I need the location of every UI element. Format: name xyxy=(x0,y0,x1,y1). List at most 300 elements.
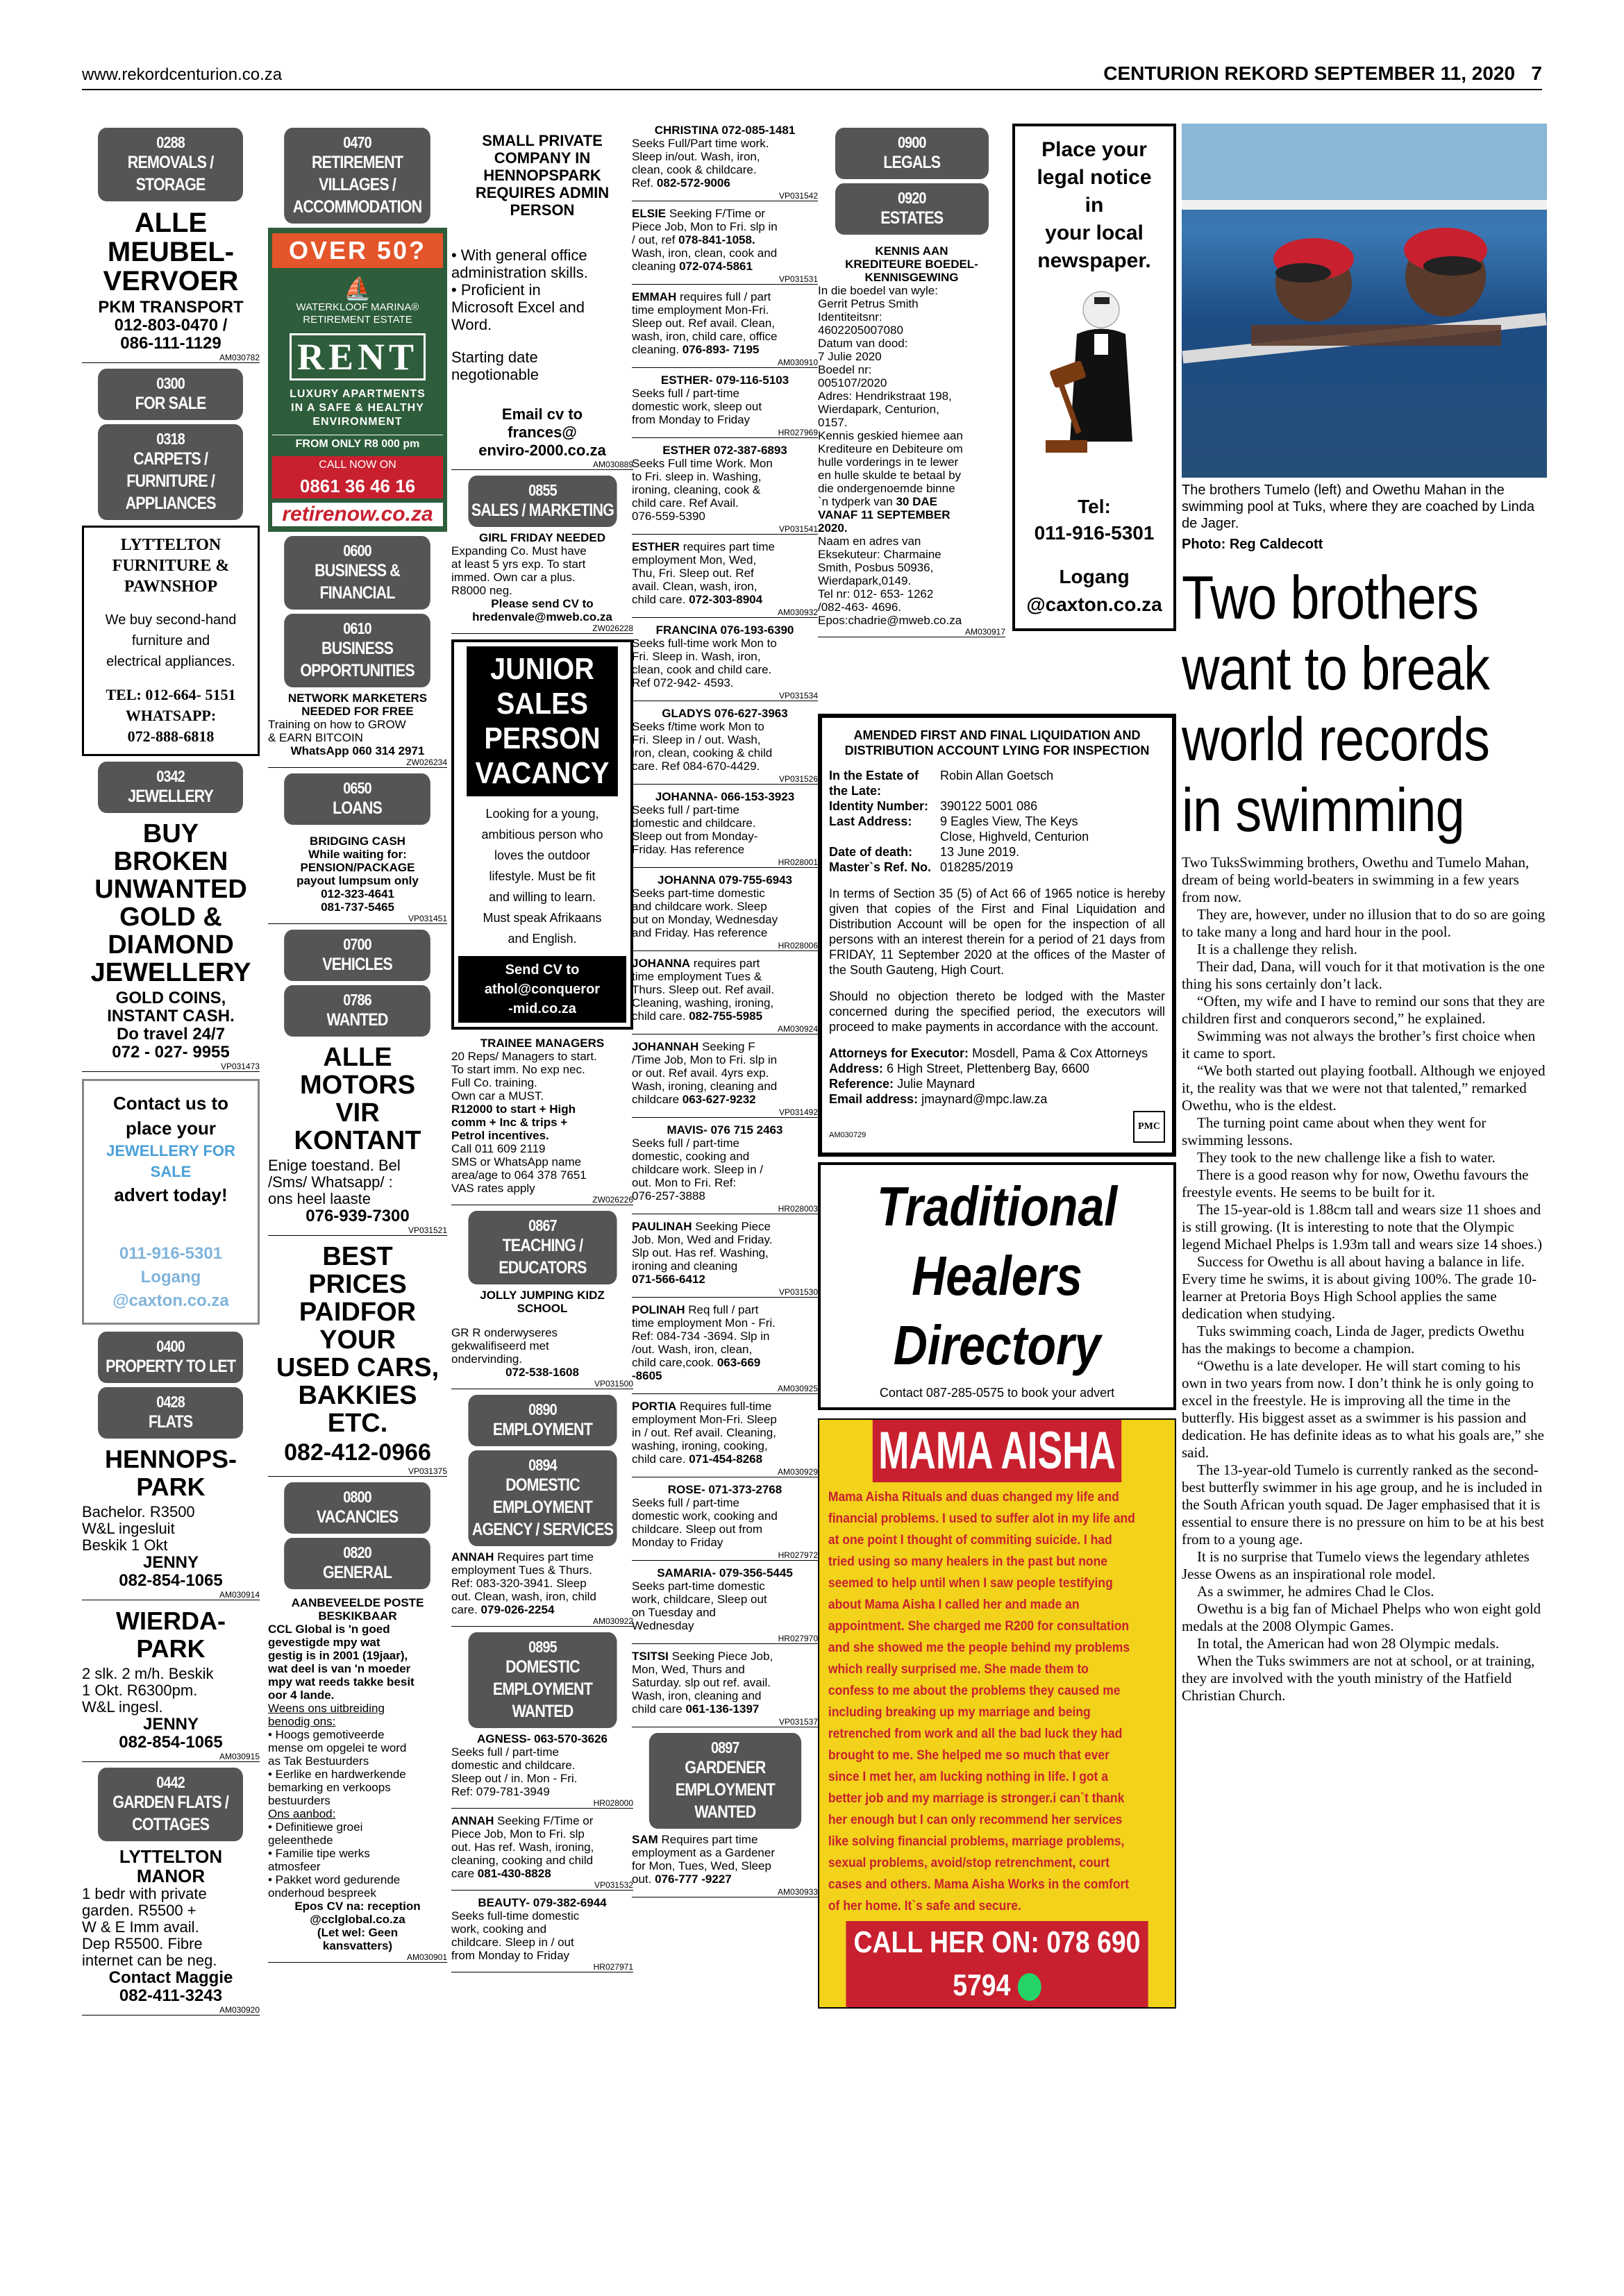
section-label: FINANCIAL xyxy=(319,583,396,603)
ccl-ons: Ons aanbod: xyxy=(268,1807,336,1820)
section-label: CARPETS / xyxy=(133,449,208,469)
ad-ref: AM030932 xyxy=(632,607,818,618)
section-number: 0700 xyxy=(343,935,372,953)
list-item xyxy=(632,1123,818,1203)
section-tab-0318 xyxy=(98,424,243,520)
advertiser-name: JOHANNAH xyxy=(632,1040,699,1053)
section-number: 0650 xyxy=(343,779,372,797)
row-value: 390122 5001 086 xyxy=(940,799,1038,813)
trainee-heading: TRAINEE MANAGERS xyxy=(480,1037,605,1050)
article-paragraph: Success for Owethu is all about having a balance in life. Every time he swims, it is about giving 100%. The grade 10-learner at Pretoria Boys High School applies the same dedication when studying. xyxy=(1182,1253,1537,1322)
ad-phone: 071-566-6412 xyxy=(632,1273,705,1286)
ad-phone: 082-755-5985 xyxy=(689,1009,763,1023)
classifieds-column-5 xyxy=(818,124,1005,643)
ad-ref: AM030782 xyxy=(82,353,260,363)
ad-phone: 063-627-9232 xyxy=(682,1093,756,1106)
mama-aisha-phone: CALL HER ON: 078 690 5794 xyxy=(853,1925,1141,2002)
junior-sales-send: Send CV to athol@conqueror -mid.co.za xyxy=(458,956,626,1023)
section-number: 0867 xyxy=(528,1216,557,1234)
advertiser-name: ESTHER 072-387-6893 xyxy=(662,444,787,457)
legal-notice-contact[interactable]: Logang @caxton.co.za xyxy=(1026,566,1162,615)
section-tab-0342 xyxy=(98,762,243,813)
ad-ref: AM030910 xyxy=(632,358,818,368)
pawnshop-tel: TEL: 012-664- 5151 WHATSAPP: 072-888-6818 xyxy=(106,686,236,745)
table-row xyxy=(829,844,1165,860)
address-value: 6 High Street, Plettenberg Bay, 6600 xyxy=(887,1062,1089,1075)
annah-2-name: ANNAH xyxy=(451,1814,494,1827)
row-value: 13 June 2019. xyxy=(940,845,1020,859)
email-value: jmaynard@mpc.law.za xyxy=(921,1092,1048,1106)
advertiser-name: POLINAH xyxy=(632,1303,685,1316)
section-label: JEWELLERY xyxy=(128,787,214,806)
ad-ref: VP031451 xyxy=(268,914,447,924)
place-advert-end: advert today! xyxy=(114,1184,228,1205)
article-paragraph: They took to the new challenge like a fish to water. xyxy=(1197,1149,1496,1166)
lyttelton-pawnshop-ad xyxy=(82,526,260,756)
section-label: TEACHING / xyxy=(502,1236,583,1255)
advertiser-name: GLADYS 076-627-3963 xyxy=(662,707,788,720)
ad-text: Seeks Full time Work. Mon to Fri. sleep in. Washing, ironing, cleaning, cook & child care. Ref Avail. 076-559-5390 xyxy=(632,457,773,523)
pmc-logo: PMC xyxy=(1133,1111,1165,1143)
ad-text: Seeks full / part-time domestic work, cooking and childcare. Sleep out from Monday to Friday xyxy=(632,1496,778,1549)
bullet-item: • Hoogs gemotiveerde mense om opgelei te word as Tak Bestuurders xyxy=(268,1728,407,1768)
girl-friday-body: Expanding Co. Must have at least 5 yrs exp. To start immed. Own car a plus. R8000 neg. xyxy=(451,544,587,597)
network-whatsapp: WhatsApp 060 314 2971 xyxy=(290,744,425,757)
place-advert-title: Contact us to place your xyxy=(112,1093,229,1139)
annah-2-ad xyxy=(451,1814,633,1880)
section-label: EMPLOYMENT xyxy=(492,1498,592,1517)
wierdapark-contact: JENNY 082-854-1065 xyxy=(119,1715,223,1752)
photo-caption: The brothers Tumelo (left) and Owethu Mahan in the swimming pool at Tuks, where they are coached by Linda de Jager. xyxy=(1182,483,1535,531)
bullet-item: • Definitiewe groei geleenthede xyxy=(268,1820,363,1847)
section-label: RETIREMENT xyxy=(312,153,403,172)
advertiser-name: TSITSI xyxy=(632,1650,669,1663)
list-item xyxy=(632,707,818,773)
jolly-phone: 072-538-1608 xyxy=(505,1366,579,1379)
ad-ref: AM030889 xyxy=(451,460,633,470)
advertiser-name: FRANCINA 076-193-6390 xyxy=(655,623,794,637)
advertiser-name: JOHANNA- 066-153-3923 xyxy=(655,790,795,803)
ad-ref: HR028001 xyxy=(632,857,818,868)
legal-notice-tel[interactable]: Tel: 011-916-5301 xyxy=(1034,496,1155,544)
article-paragraph: There is a good reason why for now, Owethu favours the freestyle events. He seems to be built for it. xyxy=(1182,1166,1529,1200)
section-tab-0867 xyxy=(468,1211,617,1284)
call-now-label: CALL NOW ON xyxy=(272,456,443,474)
list-item xyxy=(632,540,818,606)
swimming-brothers-photo xyxy=(1182,124,1547,478)
small-private-email: Email cv to frances@ enviro-2000.co.za xyxy=(478,405,606,459)
legal-wide-block xyxy=(818,708,1176,2009)
site-url[interactable]: www.rekordcenturion.co.za xyxy=(82,65,283,84)
network-heading: NETWORK MARKETERS NEEDED FOR FREE xyxy=(287,692,428,718)
article-paragraph: In total, the American had won 28 Olympic medals. xyxy=(1197,1635,1500,1652)
attorneys-key: Attorneys for Executor: xyxy=(829,1046,969,1060)
ad-ref: AM030920 xyxy=(82,2005,260,2016)
ad-phone: 061-136-1397 xyxy=(685,1702,760,1716)
junior-sales-body: Looking for a young, ambitious person who loves the outdoor lifestyle. Must be fit and willing to learn. Must speak Afrikaans and English. xyxy=(481,807,603,946)
advertiser-name: SAMARIA- 079-356-5445 xyxy=(657,1566,793,1579)
buy-gold-heading: BUY BROKEN UNWANTED GOLD & DIAMOND JEWELLERY xyxy=(90,819,251,987)
list-item xyxy=(632,623,818,689)
ad-phone: 076-777 -9227 xyxy=(655,1872,732,1886)
article-paragraph: “We both started out playing football. Although we enjoyed it, the reality was that we were not that talented,” remarked Owethu, who is the eldest. xyxy=(1182,1062,1546,1114)
ad-ref: AM030914 xyxy=(82,1590,260,1600)
section-tab-0650 xyxy=(285,773,431,825)
ad-text: requires full / part time employment Mon-Fri. Sleep out. Ref avail. Clean, wash, iron, child care, office cleaning. xyxy=(632,290,778,356)
article-paragraph: “Owethu is a late developer. He will start coming to his own in two years from now. I don’t think he is only going to excel in the freestyle. He is improving all the time in the butterfly. His biggest asset as a swimmer is his passion and dedication. He has definite ideas as to what his goals are,” she said. xyxy=(1182,1357,1544,1461)
section-label: EDUCATORS xyxy=(498,1258,587,1277)
article-paragraph: The 13-year-old Tumelo is currently ranked as the second-best butterfly swimmer in his age group, and he is included in the South African youth squad. De Jager emphasised that it is essential to ensure there is no pressure on him to be at his best from to a young age. xyxy=(1182,1461,1544,1548)
section-tab-0600 xyxy=(285,536,431,610)
amended-footer xyxy=(829,1111,1165,1143)
place-advert-category: JEWELLERY FOR SALE xyxy=(106,1142,235,1180)
junior-sales-title: JUNIOR SALES PERSON VACANCY xyxy=(467,646,618,796)
ad-ref: VP031541 xyxy=(632,524,818,535)
advertiser-name: PAULINAH xyxy=(632,1220,692,1233)
advertiser-name: CHRISTINA 072-085-1481 xyxy=(654,124,796,137)
wierdapark-heading: WIERDA- PARK xyxy=(116,1607,226,1663)
ad-ref: VP031531 xyxy=(632,274,818,285)
pkm-transport: PKM TRANSPORT xyxy=(98,298,244,317)
ad-ref: VP031500 xyxy=(451,1379,633,1389)
article-paragraph: Two TuksSwimming brothers, Owethu and Tumelo Mahan, dream of being world-beaters in swimming in a few years from now. xyxy=(1182,854,1530,905)
annah-2-body: Seeking F/Time or Piece Job, Mon to Fri. slp out. Has ref. Wash, ironing, cleaning, cooking and child care xyxy=(451,1814,594,1880)
ad-text: requires part time employment Tues & Thurs. Sleep out. Ref avail. Cleaning, washing, ironing, child care. xyxy=(632,957,775,1023)
traditional-healers-directory-ad xyxy=(818,1162,1176,1410)
classifieds-column-4 xyxy=(632,124,818,1903)
advertiser-name: EMMAH xyxy=(632,290,677,303)
ad-text: Requires full-time employment Mon-Fri. Sleep in / out. Ref avail. Cleaning, washing, ironing, cooking, child care. xyxy=(632,1400,777,1466)
table-row xyxy=(829,860,1165,875)
publication-name: CENTURION REKORD SEPTEMBER 11, 2020 xyxy=(1103,62,1516,84)
list-item xyxy=(632,1303,818,1382)
news-article-column xyxy=(1182,124,1547,1704)
ccl-weens: Weens ons uitbreiding benodig ons: xyxy=(268,1702,385,1728)
retirement-estate-ad xyxy=(268,228,447,532)
ad-ref: ZW026226 xyxy=(451,1195,633,1205)
mama-aisha-title: MAMA AISHA xyxy=(873,1420,1121,1482)
section-label: VACANCIES xyxy=(317,1507,399,1527)
article-paragraph: Tuks swimming coach, Linda de Jager, predicts Owethu has the makings to become a champion. xyxy=(1182,1323,1525,1357)
advertiser-name: ESTHER- 079-116-5103 xyxy=(660,374,789,387)
row-value: 9 Eagles View, The Keys Close, Highveld, Centurion xyxy=(940,814,1089,844)
section-label: APPLIANCES xyxy=(126,494,216,513)
mama-aisha-body: Mama Aisha Rituals and duas changed my life and financial problems. I used to suffer alot in my life and at one point I thought of commiting suicide. I had tried using so many healers in the past but none seemed to help until when I saw people testifying about Mama Aisha I called her and made an appointment. She charged me R200 for consultation and she showed me the people behind my problems which really surprised me. She made them to confess to me about the problems they caused me including breaking up my marriage and being retrenched from work and all the bad luck they had brought to me. She helped me so much that ever since I met her, am lucking nothing in life. I got a better job and my marriage is stronger.i can`t thank her enough but I can only recommend her services like solving financial problems, marriage problems, sexual problems, avoid/stop retrenchment, court cases and others. Mama Aisha Works in the comfort of her home. It`s safe and secure. xyxy=(828,1490,1135,1913)
reference-value: Julie Maynard xyxy=(897,1077,976,1091)
ad-text: Seeking F/Time or Piece Job, Mon to Fri. slp in / out, ref xyxy=(632,207,778,246)
ccl-bullets-2 xyxy=(268,1820,447,1900)
section-tab-0442 xyxy=(98,1768,243,1841)
list-item xyxy=(632,1566,818,1632)
ad-ref: VP031530 xyxy=(632,1287,818,1298)
ad-phone: 063-669 -8605 xyxy=(632,1356,761,1382)
section-label: STORAGE xyxy=(136,175,206,194)
over-50-banner: OVER 50? xyxy=(272,233,443,268)
publication-dateline xyxy=(1103,62,1542,85)
amended-address xyxy=(829,1061,1165,1076)
girl-friday-send: Please send CV to hredenvale@mweb.co.za xyxy=(472,597,612,623)
jolly-heading: JOLLY JUMPING KIDZ SCHOOL xyxy=(480,1289,605,1315)
article-body xyxy=(1182,854,1547,1704)
ccl-email: Epos CV na: reception @cclglobal.co.za (Let wel: Geen kansvatters) xyxy=(294,1900,421,1952)
page-number: 7 xyxy=(1531,62,1542,84)
annah-2-phone: 081-430-8828 xyxy=(477,1867,551,1880)
section-number: 0400 xyxy=(156,1337,185,1355)
section-tab-0300 xyxy=(98,369,243,420)
section-number: 0900 xyxy=(897,133,926,151)
section-tab-0700 xyxy=(285,930,431,981)
advertiser-name: ESTHER xyxy=(632,540,680,553)
article-paragraph: The 15-year-old is 1.88cm tall and wears size 11 shoes and is still growing. (It is interesting to note that the Olympic legend Michael Phelps is 1.93m tall and wears size 14 shoes.) xyxy=(1182,1201,1543,1252)
small-private-heading: SMALL PRIVATE COMPANY IN HENNOPSPARK REQUIRES ADMIN PERSON xyxy=(475,132,610,219)
section-label: DOMESTIC xyxy=(505,1475,580,1495)
rent-label: RENT xyxy=(290,333,426,380)
ad-ref: AM030933 xyxy=(632,1887,818,1897)
section-tab-0288 xyxy=(98,128,243,201)
row-key: In the Estate of the Late: xyxy=(829,769,919,798)
ad-text: Seeks part-time domestic and childcare work. Sleep out on Monday, Wednesday and Friday. Has reference xyxy=(632,887,778,939)
section-label: FURNITURE / xyxy=(126,471,215,491)
list-item xyxy=(632,1400,818,1466)
ccl-heading: AANBEVEELDE POSTE BESKIKBAAR xyxy=(291,1596,424,1623)
section-tab-0855 xyxy=(468,476,617,527)
attorneys-value: Mosdell, Pama & Cox Attorneys xyxy=(972,1046,1148,1060)
place-advert-contact[interactable]: 011-916-5301 Logang @caxton.co.za xyxy=(112,1244,229,1310)
ad-ref: HR027969 xyxy=(632,428,818,438)
ad-text: Requires part time employment as a Gardener for Mon, Tues, Wed, Sleep out. xyxy=(632,1833,775,1886)
section-label: VILLAGES / xyxy=(319,175,396,194)
ad-ref: AM030917 xyxy=(818,627,1005,637)
pawnshop-body: We buy second-hand furniture and electrical appliances. xyxy=(105,612,237,669)
section-number: 0442 xyxy=(156,1773,185,1791)
section-label: FLATS xyxy=(149,1412,193,1432)
legal-notice-title: Place your legal notice in your local newspaper. xyxy=(1037,138,1152,272)
section-label: ESTATES xyxy=(880,208,943,228)
section-label: REMOVALS / xyxy=(128,153,214,172)
list-item xyxy=(632,444,818,523)
section-number: 0470 xyxy=(343,133,372,151)
kennis-deadline: 30 DAE VANAF 11 SEPTEMBER 2020. xyxy=(818,495,951,535)
kennis-body xyxy=(818,284,1005,627)
section-label: EMPLOYMENT xyxy=(492,1420,592,1439)
section-tab-0800 xyxy=(285,1482,431,1534)
section-label: AGENCY / SERVICES xyxy=(471,1520,613,1539)
estate-name: WATERKLOOF MARINA® RETIREMENT ESTATE xyxy=(296,301,419,326)
section-number: 0610 xyxy=(343,619,372,637)
section-number: 0786 xyxy=(343,991,372,1009)
ad-text: requires part time employment Mon, Wed, Thu, Fri. Sleep out. Ref avail. Clean, wash, iron, child care. xyxy=(632,540,775,606)
lyttelton-manor-contact: Contact Maggie 082-411-3243 xyxy=(108,1968,233,2005)
list-item xyxy=(632,124,818,190)
price-from: FROM ONLY R8 000 pm xyxy=(272,435,443,451)
section-tab-0786 xyxy=(285,985,431,1037)
row-key: Identity Number: xyxy=(829,799,929,813)
bridging-cash-ad: BRIDGING CASH While waiting for: PENSION/PACKAGE payout lumpsum only 012-323-4641 081-737-5465 xyxy=(296,835,419,914)
ad-ref: HR028000 xyxy=(451,1798,633,1809)
section-label: BUSINESS xyxy=(321,639,394,658)
ad-phone: 072-303-8904 xyxy=(689,593,763,606)
page-header xyxy=(82,60,1542,87)
bullet-item: • Eerlike en hardwerkende bemarking en verkoops bestuurders xyxy=(268,1768,406,1807)
alle-meubel-heading: ALLE MEUBEL- VERVOER xyxy=(103,208,239,296)
best-prices-heading: BEST PRICES PAIDFOR YOUR USED CARS, BAKKIES ETC. xyxy=(276,1242,440,1438)
ad-phone: 078-841-1058. xyxy=(678,233,755,246)
article-paragraph: It is no surprise that Tumelo views the legendary athletes Jesse Owens as an inspirational role model. xyxy=(1182,1548,1530,1582)
section-label: FOR SALE xyxy=(135,394,206,413)
annah-1-phone: 079-026-2254 xyxy=(480,1603,555,1616)
article-paragraph: It is a challenge they relish. xyxy=(1197,941,1357,957)
ad-ref: VP031537 xyxy=(632,1717,818,1727)
header-rule xyxy=(82,89,1542,90)
article-paragraph: The turning point came about when they went for swimming lessons. xyxy=(1182,1114,1487,1148)
article-paragraph: They are, however, under no illusion that to do so are going to take many a long and hard hour in the pool. xyxy=(1182,906,1546,940)
section-label: GARDENER xyxy=(684,1758,766,1777)
classifieds-column-6 xyxy=(1012,124,1176,631)
section-tab-0895 xyxy=(468,1632,617,1728)
section-number: 0897 xyxy=(710,1738,739,1757)
pawnshop-title: LYTTELTON FURNITURE & PAWNSHOP xyxy=(112,536,230,596)
section-label: WANTED xyxy=(326,1010,388,1030)
kennis-text: In die boedel van wyle: Gerrit Petrus Smith Identiteitsnr: 4602205007080 Datum van dood: 7 Julie 2020 Boedel nr: 005107/2020 Adres: Hendrikstraat 198, Wierdapark, Centurion, 0157. Kennis geskied hiemee aan Krediteure en Debiteure om hulle vorderings in te lewer en hulle skulde te betaal by die ondergenoemde binne `n tydperk van xyxy=(818,284,963,508)
amended-email xyxy=(829,1091,1165,1107)
ccl-bullets-1 xyxy=(268,1728,447,1807)
amended-para-1: In terms of Section 35 (5) of Act 66 of 1965 notice is hereby given that copies of the First and Final Liquidation and Distribution Account will be open for the inspection of all persons with an interest therein for a period of 21 days from FRIDAY, 11 September 2020 at the offices of the Master of the South Gauteng, High Court. xyxy=(829,887,1165,977)
place-legal-notice-ad xyxy=(1012,124,1176,631)
amended-reference xyxy=(829,1076,1165,1091)
section-number: 0600 xyxy=(343,542,372,560)
luxury-text: LUXURY APARTMENTS IN A SAFE & HEALTHY ENVIRONMENT xyxy=(290,388,426,428)
list-item xyxy=(632,1040,818,1106)
ad-text: Seeks full / part-time domestic, cooking and childcare work. Sleep in / out. Mon to Fri. Ref: 076-257-3888 xyxy=(632,1137,763,1203)
section-label: GENERAL xyxy=(323,1563,392,1582)
kennis-heading: KENNIS AAN KREDITEURE BOEDEL- KENNISGEWING xyxy=(845,244,978,284)
section-label: BUSINESS & xyxy=(315,561,401,580)
table-row xyxy=(829,768,1165,798)
reference-key: Reference: xyxy=(829,1077,894,1091)
trainee-body: 20 Reps/ Managers to start. To start imm. No exp nec. Full Co. training. Own car a MUST. xyxy=(451,1050,597,1103)
pkm-phone: 012-803-0470 / 086-111-1129 xyxy=(114,316,228,353)
ad-ref: AM030929 xyxy=(632,1467,818,1477)
ad-ref: VP031521 xyxy=(268,1225,447,1236)
ad-ref: AM030915 xyxy=(82,1752,260,1762)
section-label: VEHICLES xyxy=(322,955,393,974)
ad-text: Seeking Piece Job. Mon, Wed and Friday. Slp out. Has ref. Washing, ironing and cleaning xyxy=(632,1220,773,1273)
ad-phone: 072-074-5861 xyxy=(679,260,753,273)
row-value: 018285/2019 xyxy=(940,860,1014,874)
retirenow-logo: retirenow.co.za xyxy=(272,503,443,526)
article-paragraph: When the Tuks swimmers are not at school, or at training, they are involved with the youth ministry of the Hatfield Christian Church. xyxy=(1182,1652,1535,1704)
section-number: 0894 xyxy=(528,1456,557,1474)
judge-gavel-icon xyxy=(1039,282,1150,462)
section-tab-0820 xyxy=(285,1538,431,1589)
section-number: 0342 xyxy=(156,767,185,785)
ad-text: Seeks full / part-time domestic work, sleep out from Monday to Friday xyxy=(632,387,762,426)
advertiser-name: JOHANNA 079-755-6943 xyxy=(657,873,793,887)
section-tab-0897 xyxy=(649,1733,801,1829)
amended-title: AMENDED FIRST AND FINAL LIQUIDATION AND DISTRIBUTION ACCOUNT LYING FOR INSPECTION xyxy=(844,728,1150,757)
article-paragraph: Swimming was not always the brother’s first choice when it came to sport. xyxy=(1182,1028,1536,1062)
ad-ref: AM030925 xyxy=(632,1384,818,1394)
thd-title: Traditional Healers Directory xyxy=(876,1175,1118,1376)
section-number: 0428 xyxy=(156,1393,185,1411)
ad-text: Seeking Piece Job, Mon, Wed, Thurs and Saturday. slp out ref. avail. Wash, iron, cleaning and child care xyxy=(632,1650,773,1716)
article-paragraph: Owethu is a big fan of Michael Phelps who won eight gold medals at the 2008 Olympic Games. xyxy=(1182,1600,1541,1634)
section-tab-0428 xyxy=(98,1387,243,1439)
article-paragraph: Their dad, Dana, will vouch for it that motivation is the one thing his sons certainly don’t lack. xyxy=(1182,958,1545,992)
section-label: WANTED xyxy=(511,1702,573,1721)
row-key: Last Address: xyxy=(829,814,912,828)
section-label: COTTAGES xyxy=(132,1815,210,1834)
section-label: ACCOMMODATION xyxy=(293,197,422,217)
ad-ref: VP031542 xyxy=(632,191,818,201)
retirement-phone[interactable]: 0861 36 46 16 xyxy=(272,474,443,498)
lyttelton-manor-body: 1 bedr with private garden. R5500 + W & E Imm avail. Dep R5500. Fibre internet can be neg. xyxy=(82,1885,217,1969)
beauty-name: BEAUTY- 079-382-6944 xyxy=(478,1896,607,1909)
alle-motors-phone: 076-939-7300 xyxy=(305,1207,410,1225)
ad-ref: HR028006 xyxy=(632,941,818,951)
hennopspark-body: Bachelor. R3500 W&L ingesluit Beskik 1 Okt xyxy=(82,1503,195,1554)
amended-liquidation-notice xyxy=(818,714,1176,1157)
bullet-item: • Proficient in Microsoft Excel and Word. xyxy=(451,281,585,333)
annah-1-ad xyxy=(451,1550,633,1616)
list-item xyxy=(632,374,818,426)
network-body: Training on how to GROW & EARN BITCOIN xyxy=(268,718,406,744)
estate-logo-icon: ⛵ xyxy=(344,276,371,301)
thd-contact: Contact 087-285-0575 to book your advert xyxy=(879,1386,1115,1400)
best-prices-phone: 082-412-0966 xyxy=(284,1439,431,1466)
ad-ref: HR028003 xyxy=(632,1204,818,1214)
section-number: 0820 xyxy=(343,1543,372,1561)
table-row xyxy=(829,814,1165,844)
ad-ref: ZW026234 xyxy=(268,757,447,768)
list-item xyxy=(632,1483,818,1549)
section-number: 0890 xyxy=(528,1400,557,1418)
section-label: LOANS xyxy=(333,798,383,818)
small-private-bullets xyxy=(451,246,633,333)
ad-ref: VP031492 xyxy=(632,1107,818,1118)
classifieds-column-3 xyxy=(451,124,633,1978)
section-label: EMPLOYMENT xyxy=(492,1679,592,1699)
ad-text: Seeking F /Time Job, Mon to Fri. slp in or out. Ref avail. 4yrs exp. Wash, ironing, cleaning and childcare xyxy=(632,1040,778,1106)
ad-ref: HR027971 xyxy=(451,1962,633,1972)
section-tab-0920 xyxy=(835,183,989,235)
section-tab-0470 xyxy=(285,128,431,224)
email-key: Email address: xyxy=(829,1092,919,1106)
section-tab-0400 xyxy=(98,1332,243,1383)
section-tab-0610 xyxy=(285,614,431,687)
address-key: Address: xyxy=(829,1062,884,1075)
list-item xyxy=(632,790,818,856)
list-item xyxy=(632,957,818,1023)
row-key: Date of death: xyxy=(829,845,913,859)
section-label: SALES / MARKETING xyxy=(471,501,614,520)
section-tab-0890 xyxy=(468,1395,617,1446)
section-label: EMPLOYMENT xyxy=(675,1780,775,1800)
ad-ref: AM030901 xyxy=(268,1952,447,1963)
trainee-bold: R12000 to start + High comm + Inc & trips + Petrol incentives. xyxy=(451,1103,576,1142)
amended-attorneys xyxy=(829,1046,1165,1061)
ad-text: Seeks Full/Part time work. Sleep in/out. Wash, iron, clean, cook & childcare. Ref. xyxy=(632,137,769,190)
agness-body: Seeks full / part-time domestic and childcare. Sleep out / in. Mon - Fri. Ref: 079-781-3949 xyxy=(451,1745,578,1798)
bullet-item: • Pakket word gedurende onderhoud bespreek xyxy=(268,1873,401,1900)
section-number: 0300 xyxy=(156,374,185,392)
ad-ref: HR027970 xyxy=(632,1634,818,1644)
kennis-executor: Naam en adres van Eksekuteur: Charmaine Smith, Posbus 50936, Wierdapark,0149. Tel nr: 012- 653- 1262 /082-463- 4696. Epos:chadrie@mweb.co.za xyxy=(818,535,962,627)
advertiser-name: SAM xyxy=(632,1833,658,1846)
list-item xyxy=(632,873,818,939)
beauty-body: Seeks full-time domestic work, cooking and childcare. Sleep in / out from Monday to Friday xyxy=(451,1909,580,1962)
row-value: Robin Allan Goetsch xyxy=(940,769,1054,782)
